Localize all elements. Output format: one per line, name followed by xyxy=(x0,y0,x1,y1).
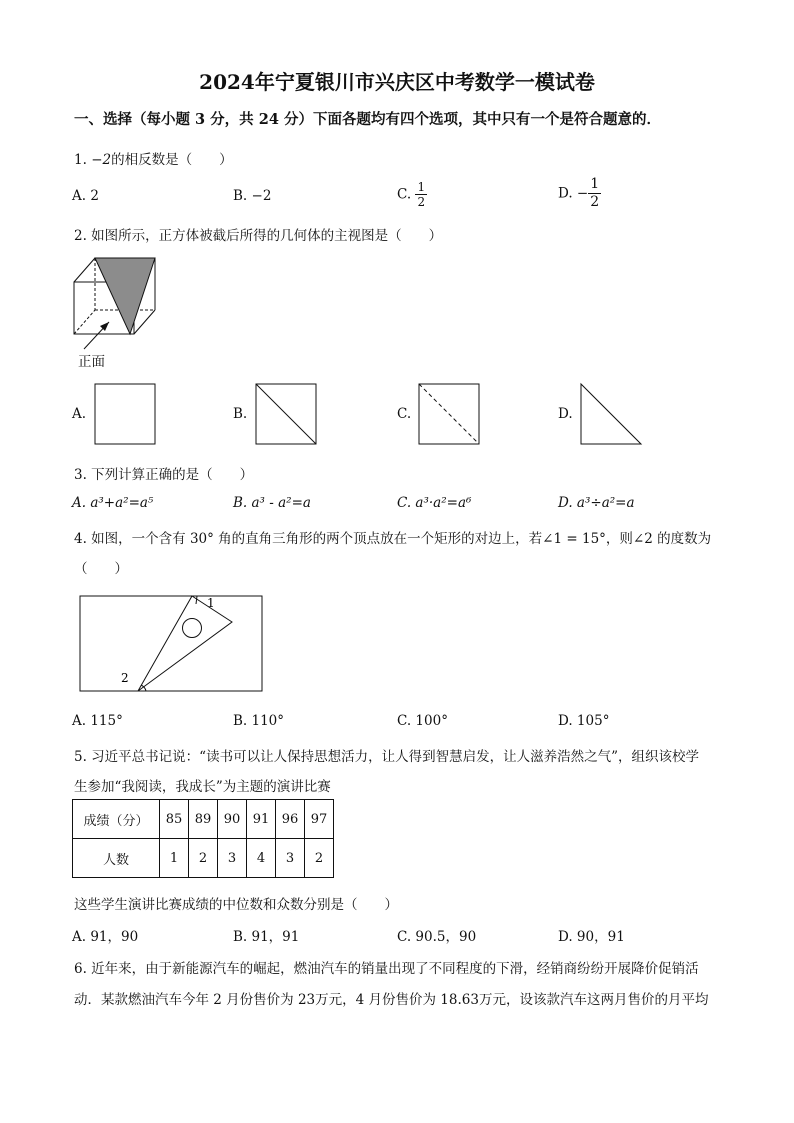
table-cell: 90 xyxy=(218,800,247,839)
front-label: 正面 xyxy=(78,354,105,370)
table-cell: 89 xyxy=(189,800,218,839)
table-header-count: 人数 xyxy=(73,839,160,878)
question-6: 6. 近年来，由于新能源汽车的崛起，燃油汽车的销量出现了不同程度的下滑，经销商纷纷开展降价促销活 xyxy=(74,961,699,977)
q1-option-a[interactable]: A. 2 xyxy=(72,188,99,204)
q4-option-d[interactable]: D. 105° xyxy=(558,713,610,729)
q1-option-c-label: C. xyxy=(397,186,416,203)
q3-option-b[interactable]: B. a³ - a²=a xyxy=(233,495,311,511)
q2-option-a-figure[interactable] xyxy=(94,383,156,445)
table-cell: 85 xyxy=(160,800,189,839)
table-cell: 96 xyxy=(276,800,305,839)
q2-option-c-label[interactable]: C. xyxy=(397,406,412,422)
question-5: 5. 习近平总书记说：“读书可以让人保持思想活力，让人得到智慧启发，让人滋养浩然之气”，组织该校学 xyxy=(74,749,699,765)
q3-option-a[interactable]: A. a³+a²=a⁵ xyxy=(72,495,154,511)
q5-option-a[interactable]: A. 91，90 xyxy=(72,929,139,945)
angle-1-label: 1 xyxy=(207,596,215,610)
q4-option-b[interactable]: B. 110° xyxy=(233,713,285,729)
q1-option-b[interactable]: B. −2 xyxy=(233,188,272,204)
q1-option-c-fraction xyxy=(415,180,427,209)
question-5-line2: 生参加“我阅读，我成长”为主题的演讲比赛 xyxy=(74,779,331,795)
section-heading: 一、选择（每小题 3 分，共 24 分）下面各题均有四个选项，其中只有一个是符合题意的． xyxy=(74,111,661,128)
table-cell: 3 xyxy=(276,839,305,878)
q1-number: 1. xyxy=(74,152,87,168)
q2-option-d-label[interactable]: D. xyxy=(558,406,573,422)
table-cell: 2 xyxy=(305,839,334,878)
triangle-rectangle-figure xyxy=(78,594,268,694)
table-row xyxy=(73,839,334,878)
q1-option-d[interactable] xyxy=(558,176,601,211)
cut-face xyxy=(95,258,155,334)
question-2: 2. 如图所示，正方体被截后所得的几何体的主视图是（ ） xyxy=(74,228,443,244)
table-cell: 91 xyxy=(247,800,276,839)
q2-option-b-figure[interactable] xyxy=(255,383,317,445)
q1-c-numerator: 1 xyxy=(417,180,426,194)
q4-option-c[interactable]: C. 100° xyxy=(397,713,448,729)
q4-option-a[interactable]: A. 115° xyxy=(72,713,123,729)
q1-c-denominator: 2 xyxy=(417,195,426,209)
page-title: 2024年宁夏银川市兴庆区中考数学一模试卷 xyxy=(199,70,595,94)
table-cell: 4 xyxy=(247,839,276,878)
question-4: 4. 如图，一个含有 30° 角的直角三角形的两个顶点放在一个矩形的对边上，若∠1 = 15°，则∠2 的度数为 xyxy=(74,531,712,547)
question-3: 3. 下列计算正确的是（ ） xyxy=(74,467,254,483)
q1-d-denominator: 2 xyxy=(590,194,600,210)
q5-option-c[interactable]: C. 90.5，90 xyxy=(397,929,477,945)
q1-option-d-fraction xyxy=(588,176,601,211)
q1-expression: −2 xyxy=(91,152,112,168)
q2-option-d-figure[interactable] xyxy=(580,383,642,445)
q5-option-d[interactable]: D. 90，91 xyxy=(558,929,625,945)
table-cell: 1 xyxy=(160,839,189,878)
angle-2-label: 2 xyxy=(121,671,129,685)
q3-option-c[interactable]: C. a³·a²=a⁶ xyxy=(397,495,472,511)
question-4-paren: （ ） xyxy=(74,561,128,577)
table-cell: 3 xyxy=(218,839,247,878)
table-cell: 2 xyxy=(189,839,218,878)
table-cell: 97 xyxy=(305,800,334,839)
score-table xyxy=(72,799,334,878)
q1-d-numerator: 1 xyxy=(590,176,600,192)
table-header-score: 成绩（分） xyxy=(73,800,160,839)
set-square-triangle xyxy=(138,596,232,691)
question-6-line2: 动．某款燃油汽车今年 2 月份售价为 23万元，4 月份售价为 18.63万元，设该款汽车这两月售价的月平均 xyxy=(74,992,709,1008)
table-row xyxy=(73,800,334,839)
q2-option-a-label[interactable]: A. xyxy=(72,406,87,422)
question-5-line3: 这些学生演讲比赛成绩的中位数和众数分别是（ ） xyxy=(74,897,398,913)
q2-option-c-figure[interactable] xyxy=(418,383,480,445)
q1-option-c[interactable] xyxy=(397,180,427,209)
q3-option-d[interactable]: D. a³÷a²=a xyxy=(558,495,635,511)
q1-text: 的相反数是（ ） xyxy=(111,152,233,168)
q2-option-b-label[interactable]: B. xyxy=(233,406,248,422)
q1-option-d-label: D. − xyxy=(558,185,589,202)
question-1 xyxy=(74,148,233,168)
q5-option-b[interactable]: B. 91，91 xyxy=(233,929,300,945)
